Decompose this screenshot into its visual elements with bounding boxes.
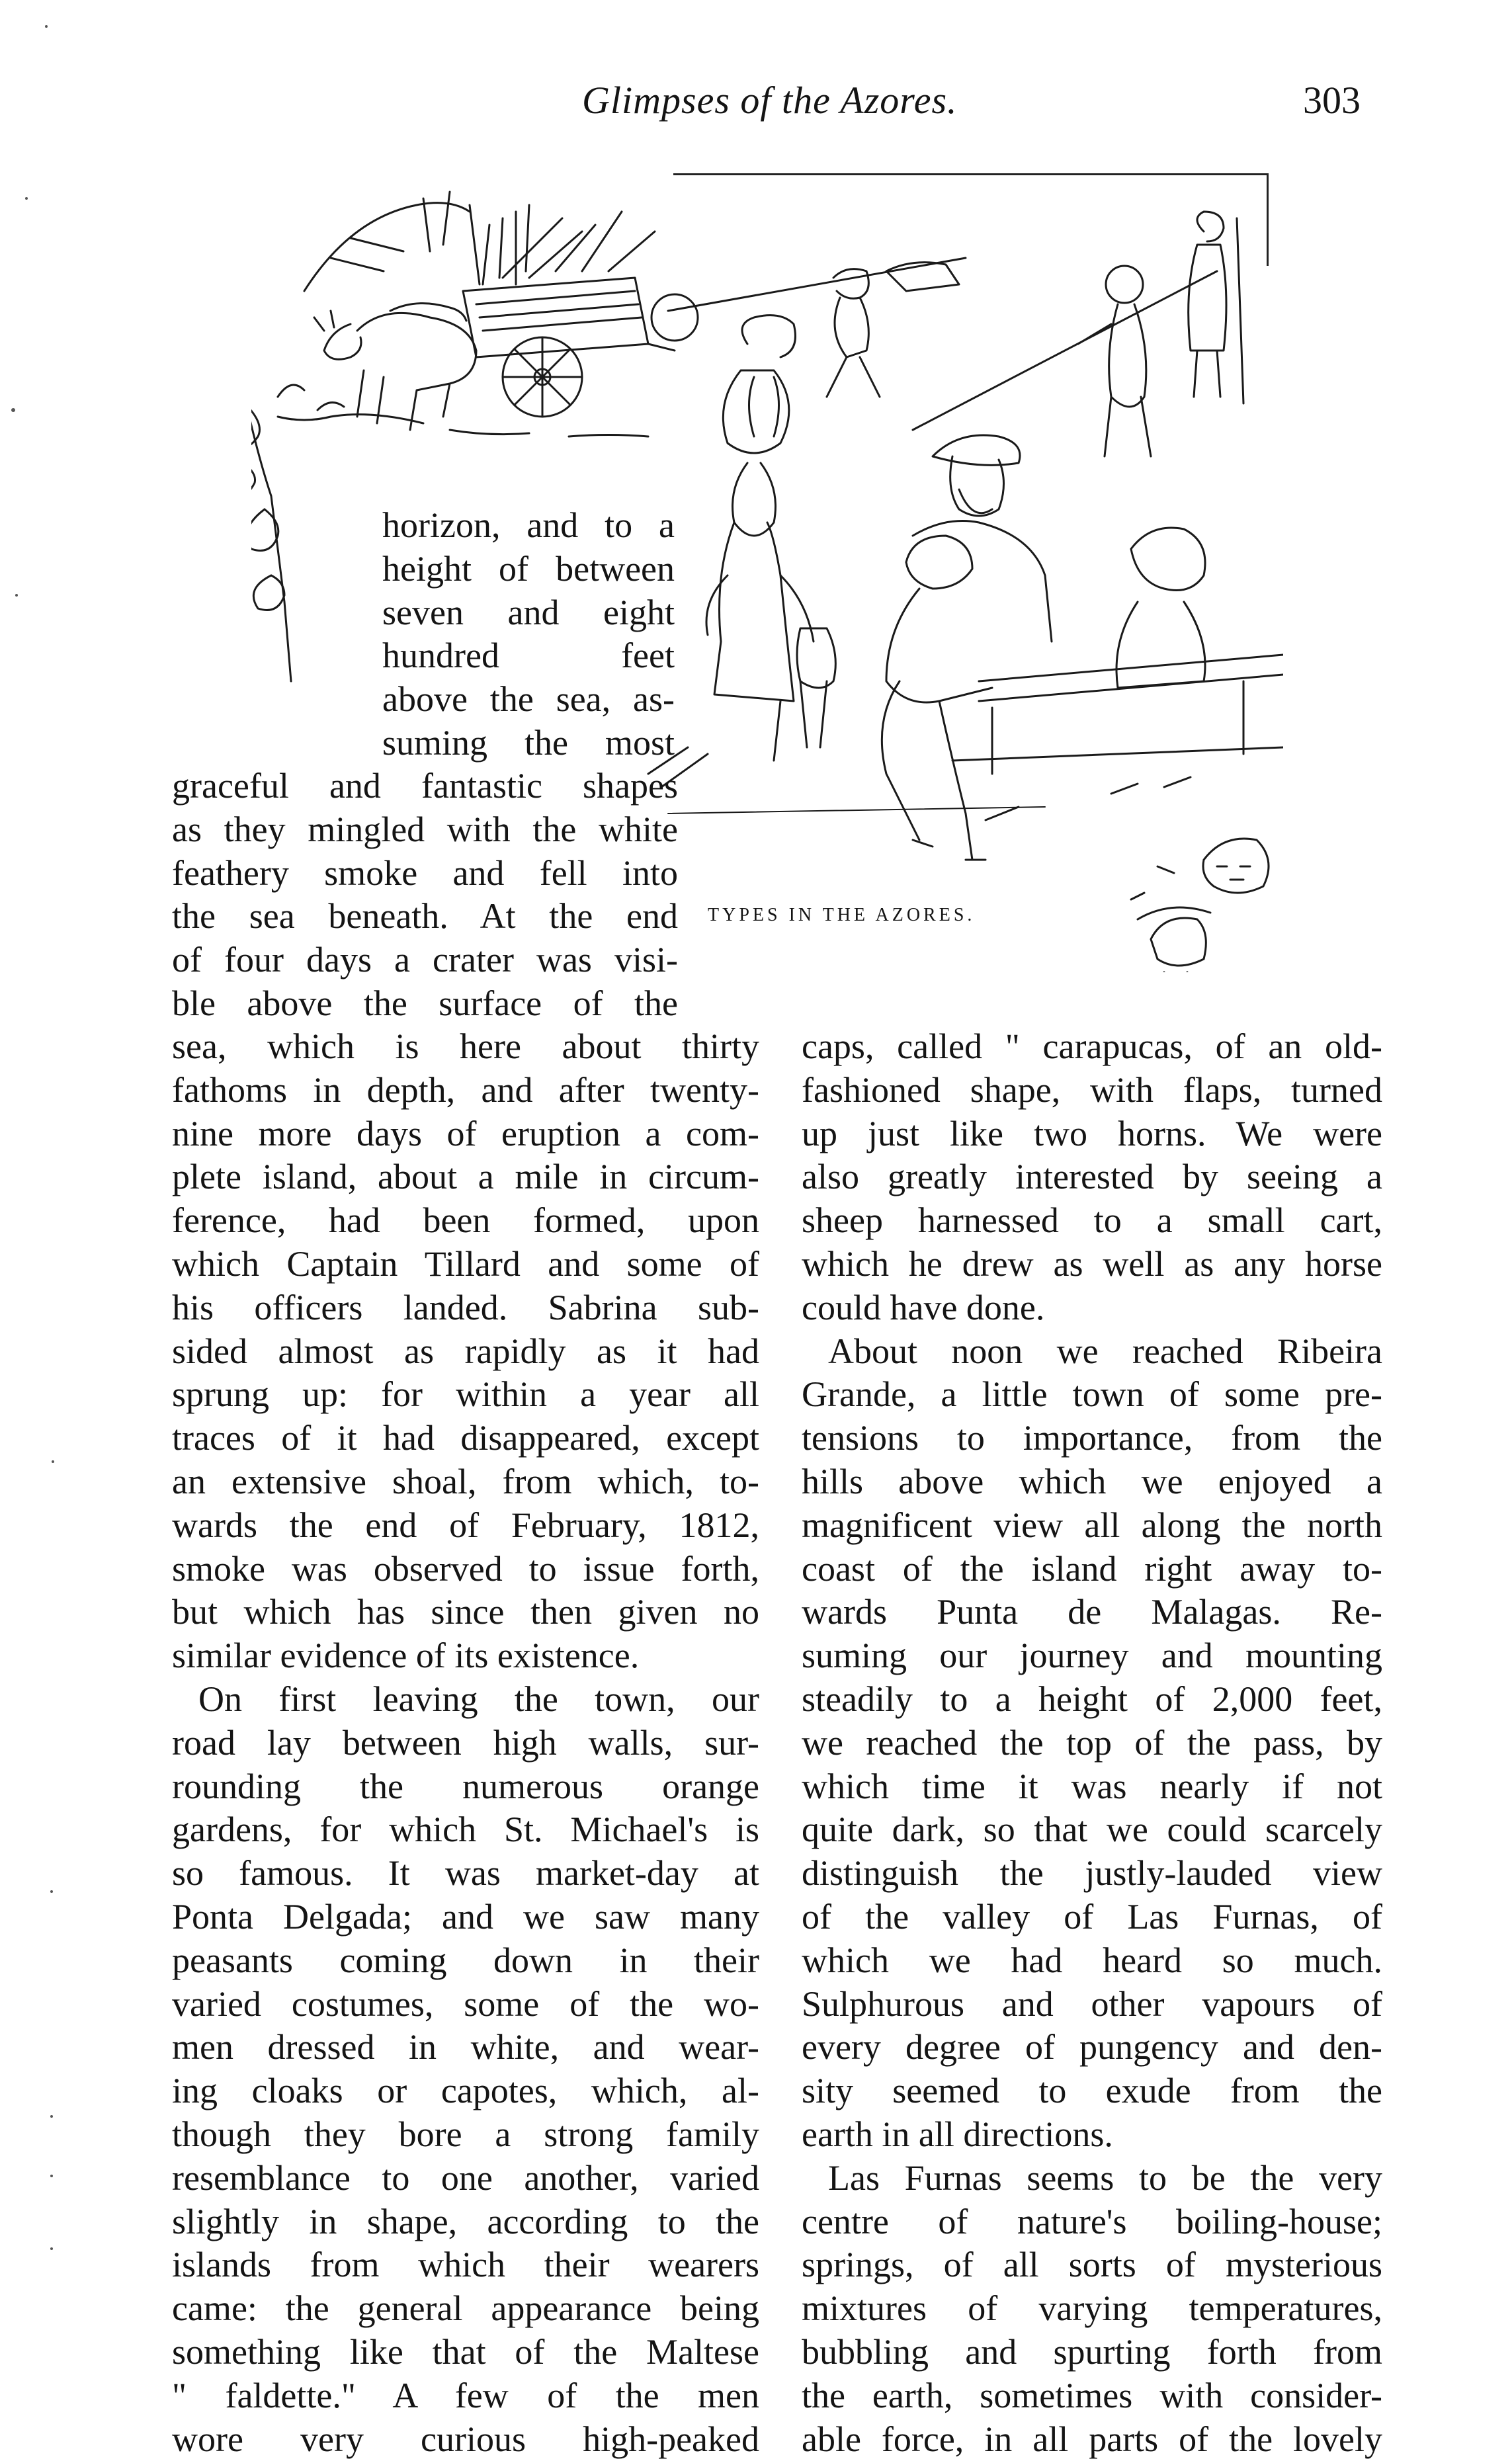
text-line: above the sea, as- (382, 678, 675, 722)
left-column-mid (172, 765, 678, 1026)
text-line: every degree of pungency and den- (802, 2026, 1382, 2069)
text-line: sity seemed to exude from the (802, 2069, 1382, 2113)
text-line: distinguish the justly-lauded view (802, 1852, 1382, 1896)
text-line: the sea beneath. At the end (172, 895, 678, 939)
text-line: up just like two horns. We were (802, 1112, 1382, 1156)
text-line: height of between (382, 548, 675, 591)
text-line: About noon we reached Ribeira (802, 1330, 1382, 1374)
text-line: road lay between high walls, sur- (172, 1722, 759, 1765)
text-line: " faldette." A few of the men (172, 2374, 759, 2418)
left-column-short (382, 504, 675, 765)
text-line: seven and eight (382, 591, 675, 635)
text-line: varied costumes, some of the wo- (172, 1983, 759, 2026)
text-line: his officers landed. Sabrina sub- (172, 1286, 759, 1330)
text-line: hills above which we enjoyed a (802, 1460, 1382, 1504)
text-line: Grande, a little town of some pre- (802, 1373, 1382, 1417)
text-line: smoke was observed to issue forth, (172, 1548, 759, 1591)
page-number: 303 (1303, 78, 1361, 122)
text-line: feathery smoke and fell into (172, 852, 678, 896)
text-line: earth in all directions. (802, 2113, 1382, 2157)
illustration-frame-top (673, 173, 1269, 175)
text-line: which Captain Tillard and some of (172, 1243, 759, 1286)
text-line: which he drew as well as any horse (802, 1243, 1382, 1286)
text-line: mixtures of varying temperatures, (802, 2287, 1382, 2331)
text-line: gardens, for which St. Michael's is (172, 1808, 759, 1852)
text-line: something like that of the Maltese (172, 2331, 759, 2374)
right-column (802, 1025, 1382, 2461)
text-line: fathoms in depth, and after twenty- (172, 1069, 759, 1112)
text-line: graceful and fantastic shapes (172, 765, 678, 808)
ox-cart-sketch (278, 192, 675, 437)
text-line: steadily to a height of 2,000 feet, (802, 1678, 1382, 1722)
text-line: bubbling and spurting forth from (802, 2331, 1382, 2374)
margin-specks (0, 0, 79, 2290)
text-line: fashioned shape, with flaps, turned (802, 1069, 1382, 1112)
text-line: sided almost as rapidly as it had (172, 1330, 759, 1374)
text-line: slightly in shape, according to the (172, 2200, 759, 2244)
text-line: though they bore a strong family (172, 2113, 759, 2157)
text-line: we reached the top of the pass, by (802, 1722, 1382, 1765)
text-line: sprung up: for within a year all (172, 1373, 759, 1417)
text-line: Sulphurous and other vapours of (802, 1983, 1382, 2026)
text-line: came: the general appearance being (172, 2287, 759, 2331)
text-line: which time it was nearly if not (802, 1765, 1382, 1809)
text-line: sea, which is here about thirty (172, 1025, 759, 1069)
left-column-main (172, 1025, 759, 2461)
text-line: could have done. (802, 1286, 1382, 1330)
running-title: Glimpses of the Azores. (582, 78, 958, 122)
text-line: but which has since then given no (172, 1591, 759, 1634)
text-line: rounding the numerous orange (172, 1765, 759, 1809)
text-line: wards the end of February, 1812, (172, 1504, 759, 1548)
text-line: of the valley of Las Furnas, of (802, 1896, 1382, 1939)
text-line: ference, had been formed, upon (172, 1199, 759, 1243)
text-line: as they mingled with the white (172, 808, 678, 852)
text-line: coast of the island right away to- (802, 1548, 1382, 1591)
figures-sketch (648, 212, 1283, 972)
text-line: wore very curious high-peaked (172, 2418, 759, 2461)
text-line: sheep harnessed to a small cart, (802, 1199, 1382, 1243)
text-line: the earth, sometimes with consider- (802, 2374, 1382, 2418)
text-line: peasants coming down in their (172, 1939, 759, 1983)
text-line: plete island, about a mile in circum- (172, 1155, 759, 1199)
text-line: nine more days of eruption a com- (172, 1112, 759, 1156)
text-line: ble above the surface of the (172, 982, 678, 1026)
text-line: springs, of all sorts of mysterious (802, 2243, 1382, 2287)
text-line: able force, in all parts of the lovely (802, 2418, 1382, 2461)
text-line: similar evidence of its existence. (172, 1634, 759, 1678)
illustration-caption: TYPES IN THE AZORES. (708, 905, 975, 926)
text-line: magnificent view all along the north (802, 1504, 1382, 1548)
text-line: Ponta Delgada; and we saw many (172, 1896, 759, 1939)
text-line: horizon, and to a (382, 504, 675, 548)
text-line: men dressed in white, and wear- (172, 2026, 759, 2069)
text-line: suming our journey and mounting (802, 1634, 1382, 1678)
text-line: wards Punta de Malagas. Re- (802, 1591, 1382, 1634)
text-line: an extensive shoal, from which, to- (172, 1460, 759, 1504)
vine-ornament (251, 385, 344, 681)
text-line: traces of it had disappeared, except (172, 1417, 759, 1460)
text-line: which we had heard so much. (802, 1939, 1382, 1983)
text-line: Las Furnas seems to be the very (802, 2157, 1382, 2200)
text-line: resemblance to one another, varied (172, 2157, 759, 2200)
text-line: hundred feet (382, 634, 675, 678)
text-line: tensions to importance, from the (802, 1417, 1382, 1460)
text-line: suming the most (382, 722, 675, 765)
text-line: On first leaving the town, our (172, 1678, 759, 1722)
text-line: islands from which their wearers (172, 2243, 759, 2287)
text-line: caps, called " carapucas, of an old- (802, 1025, 1382, 1069)
text-line: also greatly interested by seeing a (802, 1155, 1382, 1199)
text-line: centre of nature's boiling-house; (802, 2200, 1382, 2244)
text-line: so famous. It was market-day at (172, 1852, 759, 1896)
text-line: ing cloaks or capotes, which, al- (172, 2069, 759, 2113)
text-line: quite dark, so that we could scarcely (802, 1808, 1382, 1852)
text-line: of four days a crater was visi- (172, 939, 678, 982)
